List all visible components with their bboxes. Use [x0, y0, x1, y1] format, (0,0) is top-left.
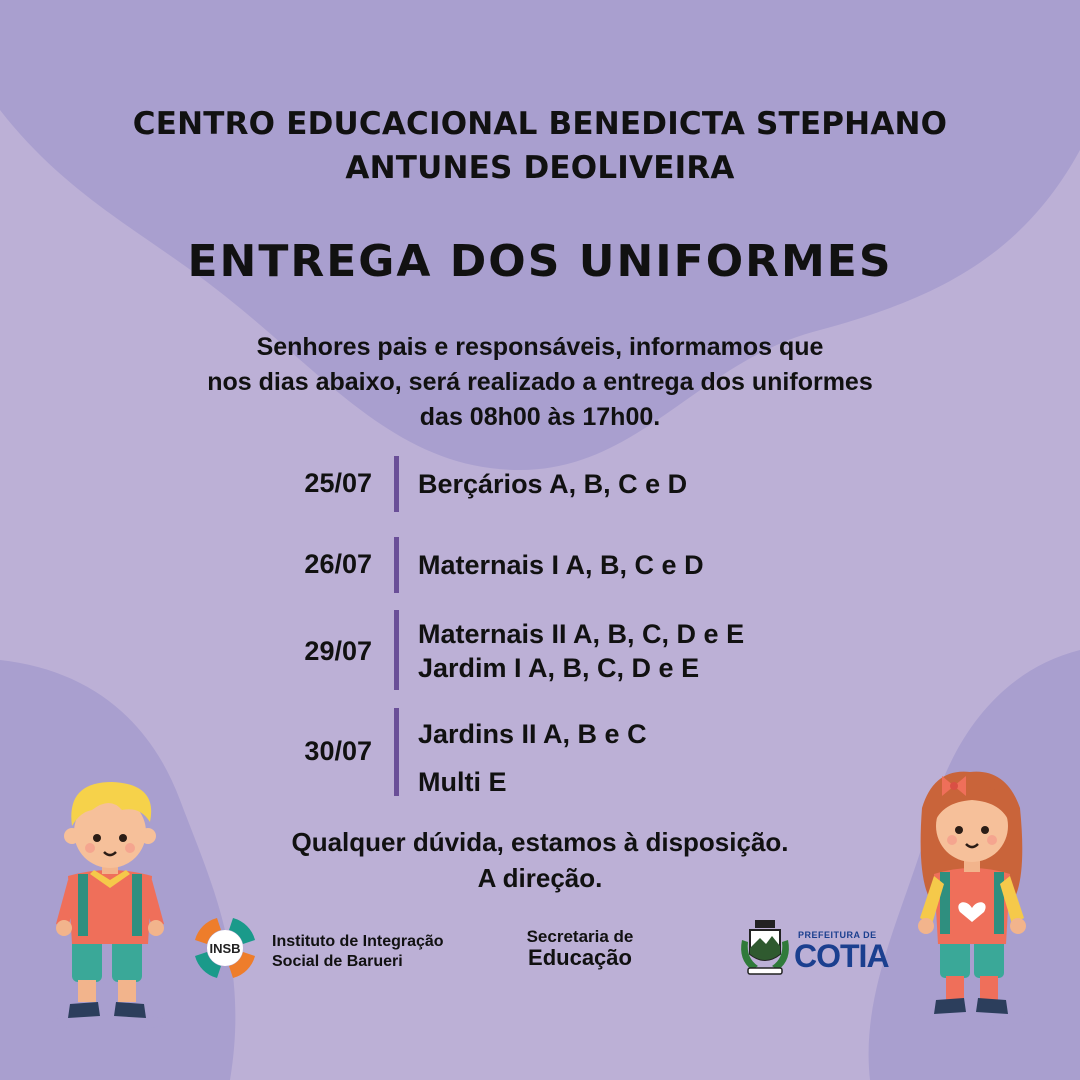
schedule-divider: [394, 537, 399, 593]
school-name-line2: ANTUNES DEOLIVEIRA: [345, 150, 735, 186]
secretaria-line2: Educação: [528, 945, 632, 970]
schedule-row-3: [0, 610, 1080, 690]
insb-name: [272, 932, 444, 972]
schedule-row-2: [0, 537, 1080, 593]
intro-line2: nos dias abaixo, será realizado a entrega dos uniformes: [207, 368, 873, 396]
school-name-line1: CENTRO EDUCACIONAL BENEDICTA STEPHANO: [132, 106, 948, 142]
intro-line1: Senhores pais e responsáveis, informamos que: [256, 333, 824, 361]
insb-logo: [186, 912, 456, 984]
intro-line3: das 08h00 às 17h00.: [419, 403, 661, 431]
insb-mark: INSB: [209, 941, 241, 956]
closing-line1: Qualquer dúvida, estamos à disposição.: [291, 827, 789, 857]
insb-name-line1: Instituto de Integração: [272, 933, 444, 950]
schedule-classes: [418, 710, 647, 806]
schedule-divider: [394, 708, 399, 796]
closing-line2: A direção.: [477, 863, 603, 893]
schedule-classes: [418, 467, 687, 501]
schedule-classes: [418, 548, 704, 582]
insb-logo-icon: [186, 912, 264, 984]
schedule-class-line: Berçários A, B, C e D: [418, 469, 688, 499]
schedule-divider: [394, 610, 399, 690]
schedule-class-line: Jardins II A, B e C: [418, 719, 647, 749]
schedule-date: 30/07: [304, 736, 372, 766]
insb-name-line2: Social de Barueri: [272, 953, 403, 970]
schedule-class-line: Maternais II A, B, C, D e E: [418, 619, 745, 649]
cotia-prefix: PREFEITURA DE: [798, 930, 877, 940]
schedule-row-1: [0, 456, 1080, 512]
schedule-date: 25/07: [304, 468, 372, 498]
page-title: ENTREGA DOS UNIFORMES: [187, 236, 893, 287]
cotia-crest-icon: [738, 920, 792, 978]
schedule-date: 29/07: [304, 636, 372, 666]
schedule-class-line: Multi E: [418, 767, 507, 797]
cotia-name: COTIA: [794, 938, 889, 974]
cotia-logo: [738, 920, 898, 980]
secretaria-logo: [500, 927, 660, 970]
schedule-divider: [394, 456, 399, 512]
school-name: [0, 102, 1080, 190]
secretaria-line1: Secretaria de: [526, 927, 634, 946]
schedule-date: 26/07: [304, 549, 372, 579]
schedule-class-line: Jardim I A, B, C, D e E: [418, 653, 700, 683]
boy-illustration: [50, 776, 170, 1032]
schedule-classes: [418, 617, 744, 685]
schedule-class-line: Maternais I A, B, C e D: [418, 550, 704, 580]
intro-text: [0, 330, 1080, 435]
girl-illustration: [906, 768, 1036, 1028]
